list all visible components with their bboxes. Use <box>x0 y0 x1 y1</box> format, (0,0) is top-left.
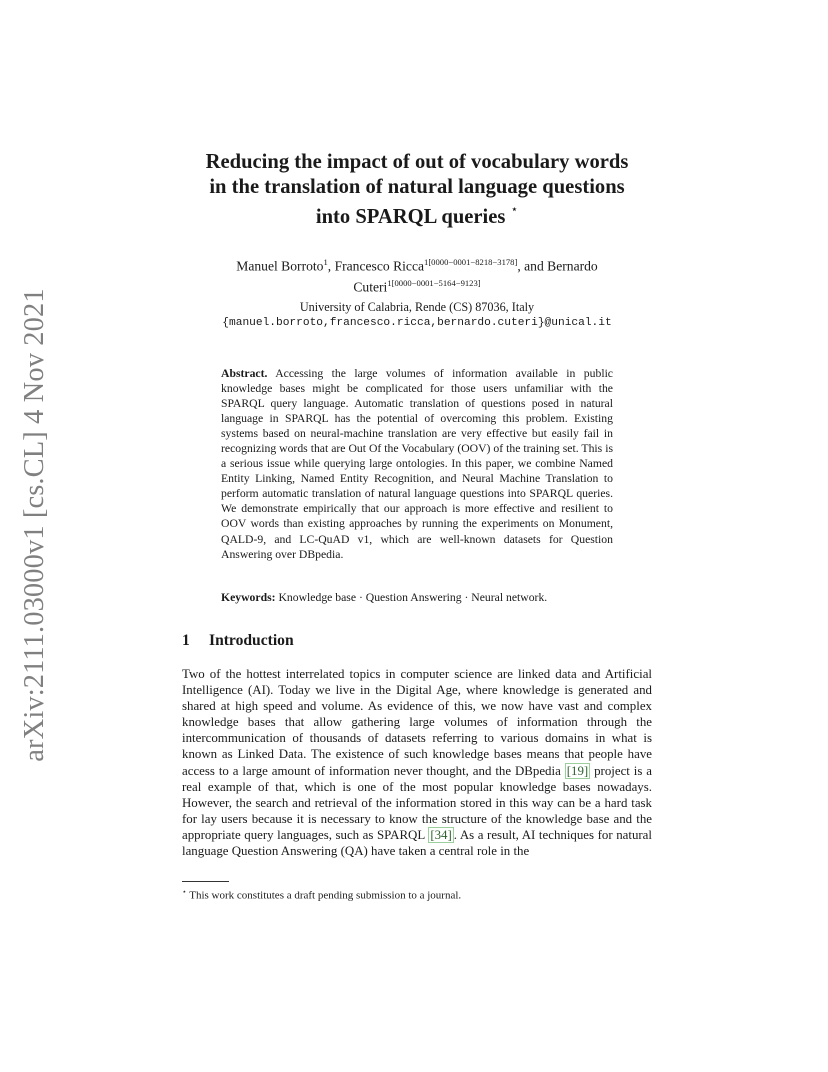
author-emails: {manuel.borroto,francesco.ricca,bernardo.cuteri}@unical.it <box>222 317 612 329</box>
author-2-name: , Francesco Ricca <box>327 258 425 274</box>
author-3-name: Cuteri <box>353 279 388 295</box>
citation-link[interactable]: [19] <box>566 763 589 778</box>
author-line-1 <box>182 254 652 275</box>
footnote-rule <box>182 881 229 882</box>
arxiv-identifier-stamp <box>6 290 64 760</box>
keywords-text: Knowledge base · Question Answering · Neural network. <box>278 591 548 604</box>
section-heading <box>182 632 294 650</box>
author-line-2 <box>182 275 652 296</box>
author-2-orcid: 1[0000−0001−8218−3178] <box>424 257 518 267</box>
author-3-lead: , and Bernardo <box>517 258 598 274</box>
section-title: Introduction <box>209 632 294 649</box>
intro-text-1: Two of the hottest interrelated topics in computer science are linked data and Artificial Intelligence (AI). Today we live in the Digital Age, where knowledge is generated and shared at high speed and volume. As evidence of this, we now have vast and complex knowledge bases that allow gathering large volumes of information through the intercommunication of thousands of datasets referring to various domains in what is known as Linked Data. The existence of such knowledge bases means that people have access to a large amount of information never thought, and the DBpedia <box>182 667 652 778</box>
arxiv-identifier-text: arXiv:2111.03000v1 [cs.CL] 4 Nov 2021 <box>19 288 50 762</box>
abstract-text: Accessing the large volumes of information available in public knowledge bases might be complicated for those users unfamiliar with the SPARQL query language. Automatic translation of questions posed in natural language in SPARQL has the potential of overcoming this problem. Existing systems based on neural-machine translation are very effective but easily fail in recognizing words that are Out Of the Vocabulary (OOV) of the training set. This is a serious issue while querying large ontologies. In this paper, we combine Named Entity Linking, Named Entity Recognition, and Neural Machine Translation to perform automatic translation of natural language questions into SPARQL queries. We demonstrate empirically that our approach is more effective and resilient to OOV words than existing approaches by running the experiments on Monument, QALD-9, and LC-QuAD v1, which are well-known datasets for Question Answering over DBpedia. <box>221 367 613 561</box>
intro-text-3: . As a result, AI techniques for natural language Question Answering (QA) have taken a central role in the <box>182 827 652 859</box>
title-line-2: in the translation of natural language questions <box>209 175 625 198</box>
institution: University of Calabria, Rende (CS) 87036, Italy <box>299 300 535 314</box>
author-1-name: Manuel Borroto <box>236 258 324 274</box>
title-line-3-text: into SPARQL queries <box>315 205 506 228</box>
author-3-orcid: 1[0000−0001−5164−9123] <box>387 277 481 288</box>
footnote-mark: ⋆ <box>182 887 187 896</box>
paper-title <box>182 150 652 229</box>
affiliation-block <box>182 299 652 331</box>
introduction-paragraph <box>182 666 652 859</box>
intro-text-2: project is a real example of that, which is one of the most popular knowledge bases nowadays. However, the search and retrieval of the information stored in this way can be a hard task for lay users because it is necessary to know the structure of the knowledge base and the appropriate query languages, such as SPARQL <box>182 763 652 842</box>
title-footnote-mark[interactable]: ⋆ <box>510 202 519 216</box>
author-list <box>182 254 652 295</box>
abstract-label: Abstract. <box>221 367 268 380</box>
keywords-label: Keywords: <box>221 591 276 604</box>
keywords <box>221 590 613 605</box>
footnote <box>182 885 652 903</box>
abstract <box>221 366 613 562</box>
citation-link[interactable]: [34] <box>430 827 452 842</box>
author-1-affiliation: 1 <box>323 257 328 267</box>
section-number: 1 <box>182 632 190 649</box>
title-line-1: Reducing the impact of out of vocabulary words <box>205 151 629 173</box>
footnote-text: This work constitutes a draft pending submission to a journal. <box>186 889 462 902</box>
title-line-3 <box>182 199 652 229</box>
